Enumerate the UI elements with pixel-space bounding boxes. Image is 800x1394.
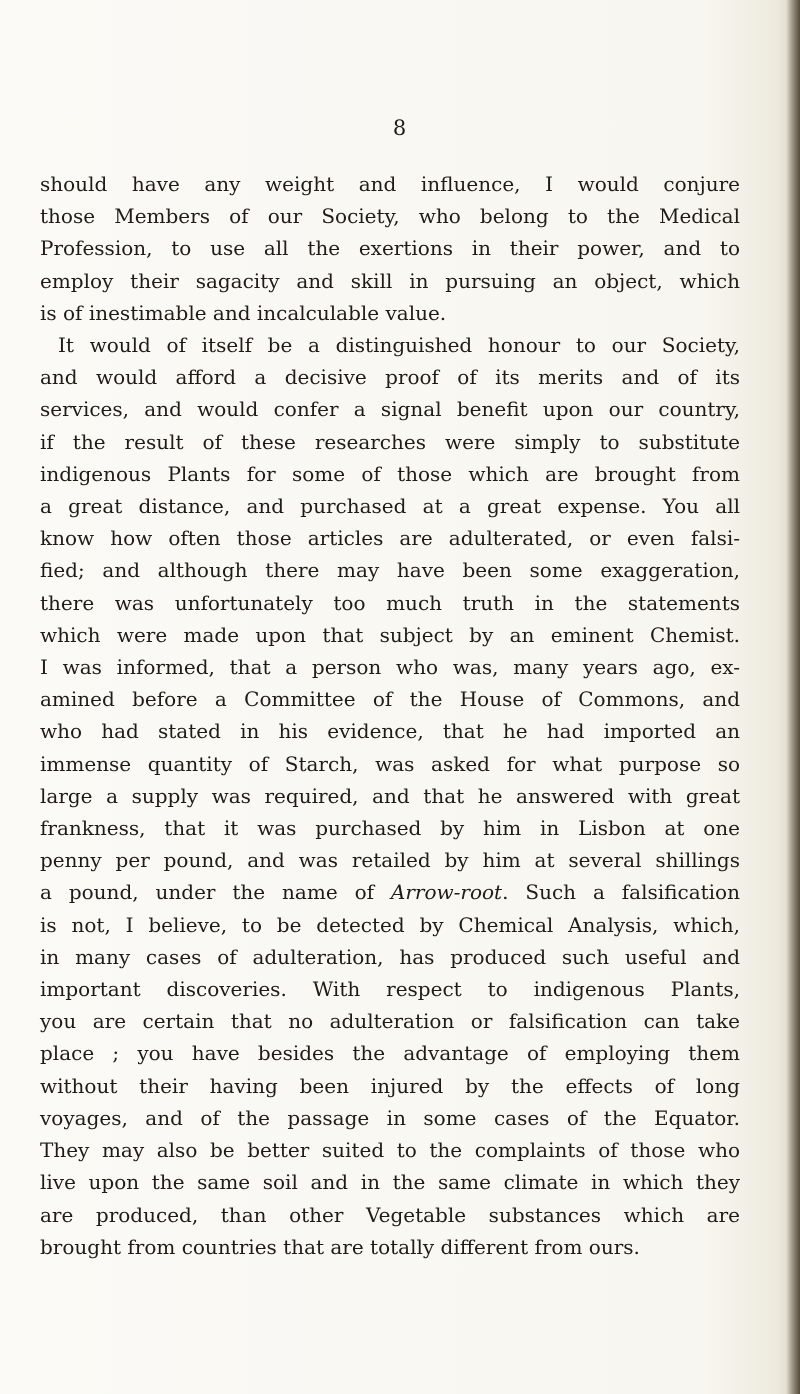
text-line: frankness, that it was purchased by him in Lisbon at one [40,816,740,841]
text-line: in many cases of adulteration, has produced such useful and [40,944,740,969]
body-text [40,168,740,1263]
text-line: those Members of our Society, who belong to the Medical [40,204,740,229]
text-line: you are certain that no adulteration or falsification can take [40,1009,740,1034]
text-line: a great distance, and purchased at a great expense. You all [40,494,740,519]
italic-term: Arrow-root [390,880,503,905]
text-line: important discoveries. With respect to indigenous Plants, [40,977,740,1002]
text-line: I was informed, that a person who was, many years ago, ex- [40,655,740,680]
text-line: are produced, than other Vegetable substances which are [40,1202,740,1227]
page-number: 8 [392,116,408,140]
text-line: services, and would confer a signal benefit upon our country, [40,397,740,422]
text-segment: . Such a falsification [502,880,740,905]
text-line: place ; you have besides the advantage of employing them [40,1041,740,1066]
text-line: voyages, and of the passage in some cases of the Equator. [40,1105,740,1130]
text-line: immense quantity of Starch, was asked for what purpose so [40,751,740,776]
text-line [40,876,740,908]
text-line: Profession, to use all the exertions in their power, and to [40,236,740,261]
text-line: It would of itself be a distinguished honour to our Society, [58,333,740,358]
text-line: who had stated in his evidence, that he had imported an [40,719,740,744]
text-line: there was unfortunately too much truth in the statements [40,590,740,615]
text-line: brought from countries that are totally different from ours. [40,1234,640,1259]
text-segment: a pound, under the name of [40,880,391,905]
book-spine-shadow [786,0,800,1394]
text-line: is not, I believe, to be detected by Chemical Analysis, which, [40,912,740,937]
text-line: employ their sagacity and skill in pursuing an object, which [40,268,740,293]
text-line: should have any weight and influence, I would conjure [40,172,740,196]
text-line: amined before a Committee of the House of Commons, and [40,687,740,712]
text-line: penny per pound, and was retailed by him at several shillings [40,848,740,873]
text-line: without their having been injured by the effects of long [40,1073,740,1098]
text-line: indigenous Plants for some of those which are brought from [40,461,740,486]
text-line: and would afford a decisive proof of its merits and of its [40,365,740,390]
text-line: live upon the same soil and in the same climate in which they [40,1170,740,1195]
text-line: is of inestimable and incalculable value. [40,300,447,325]
text-line: if the result of these researches were simply to substitute [40,429,740,454]
text-line: large a supply was required, and that he answered with great [40,783,740,808]
text-line: fied; and although there may have been some exaggeration, [40,558,740,583]
text-line: know how often those articles are adulterated, or even falsi- [40,526,740,551]
text-line: They may also be better suited to the complaints of those who [40,1138,740,1163]
text-line: which were made upon that subject by an eminent Chemist. [40,622,740,647]
